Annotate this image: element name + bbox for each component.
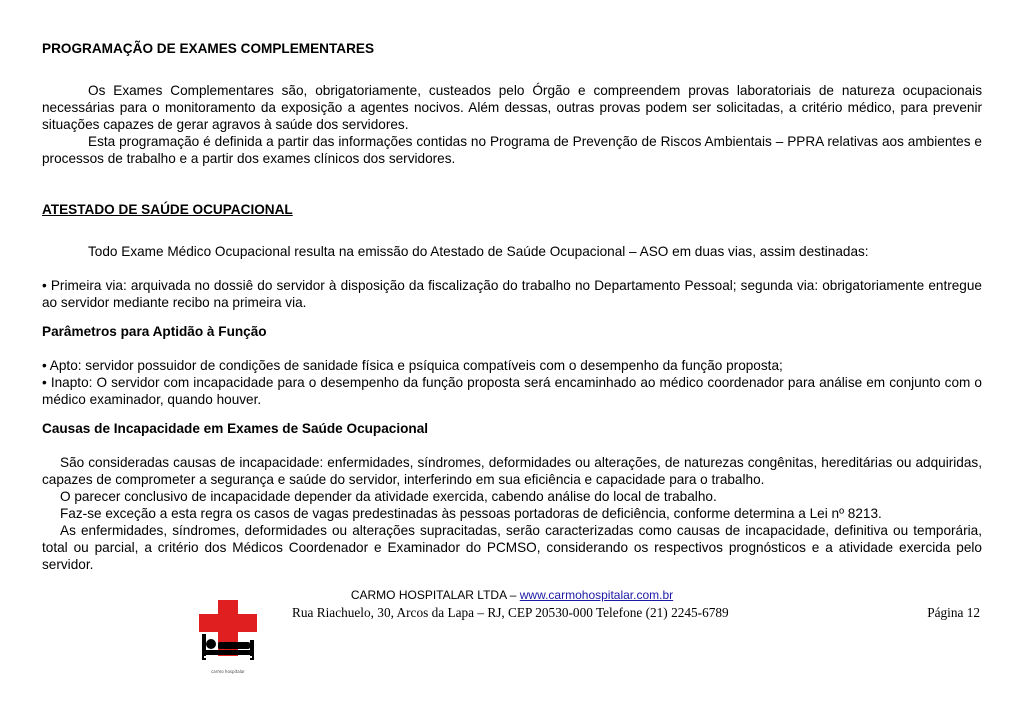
section-title-parametros: Parâmetros para Aptidão à Função xyxy=(42,324,267,339)
section-title-exames-complementares: PROGRAMAÇÃO DE EXAMES COMPLEMENTARES xyxy=(42,41,375,56)
document-page xyxy=(42,40,982,573)
logo-caption: carmo hospitalar xyxy=(211,669,245,674)
paragraph: Todo Exame Médico Ocupacional resulta na emissão do Atestado de Saúde Ocupacional – ASO em duas vias, assim destinadas: xyxy=(88,244,869,259)
footer-website-link[interactable]: www.carmohospitalar.com.br xyxy=(519,588,674,602)
hospital-cross-bed-icon xyxy=(196,600,260,678)
section-title-aso: ATESTADO DE SAÚDE OCUPACIONAL xyxy=(42,202,293,217)
paragraph: • Primeira via: arquivada no dossiê do servidor à disposição da fiscalização do trabalho no Departamento Pessoal; segunda via: obrigatoriamente entregue ao servidor mediante recibo na primeira via. xyxy=(42,278,982,310)
section-title-causas: Causas de Incapacidade em Exames de Saúde Ocupacional xyxy=(42,421,429,436)
list-item: • Inapto: O servidor com incapacidade para o desempenho da função proposta será encaminhado ao médico coordenador para análise em conjunto com o médico examinador, quando houver. xyxy=(42,375,982,407)
paragraph: O parecer conclusivo de incapacidade depender da atividade exercida, cabendo análise do local de trabalho. xyxy=(60,489,717,504)
paragraph: As enfermidades, síndromes, deformidades ou alterações supracitadas, serão caracterizadas como causas de incapacidade, definitiva ou temporária, total ou parcial, a critério dos Médicos Coordenador e Examinador do PCMSO, considerando os respectivos prognósticos e a atividade exercida pelo servidor. xyxy=(42,523,982,572)
paragraph: Esta programação é definida a partir das informações contidas no Programa de Prevenção de Riscos Ambientais – PPRA relativas aos ambientes e processos de trabalho e a partir dos exames clínicos dos servidores. xyxy=(42,134,982,166)
company-logo xyxy=(196,600,260,678)
paragraph: São consideradas causas de incapacidade: enfermidades, síndromes, deformidades ou alterações, de naturezas congênitas, hereditárias ou adquiridas, capazes de comprometer a segurança e saúde do servidor, interferindo em sua eficiência e capacidade para o trabalho. xyxy=(42,455,982,487)
list-item: • Apto: servidor possuidor de condições de sanidade física e psíquica compatíveis com o desempenho da função proposta; xyxy=(42,358,783,373)
paragraph: Os Exames Complementares são, obrigatoriamente, custeados pelo Órgão e compreendem provas laboratoriais de natureza ocupacionais necessárias para o monitoramento da exposição a agentes nocivos. Além dessas, outras provas podem ser solicitadas, a critério médico, para prevenir situações capazes de gerar agravos à saúde dos servidores. xyxy=(42,83,982,132)
page-number: Página 12 xyxy=(927,605,980,620)
footer-company-line xyxy=(0,587,1024,604)
paragraph: Faz-se exceção a esta regra os casos de vagas predestinadas às pessoas portadoras de deficiência, conforme determina a Lei nº 8213. xyxy=(60,506,882,521)
footer-address: Rua Riachuelo, 30, Arcos da Lapa – RJ, CEP 20530-000 Telefone (21) 2245-6789 xyxy=(292,605,729,620)
footer-company: CARMO HOSPITALAR LTDA – xyxy=(350,588,517,602)
